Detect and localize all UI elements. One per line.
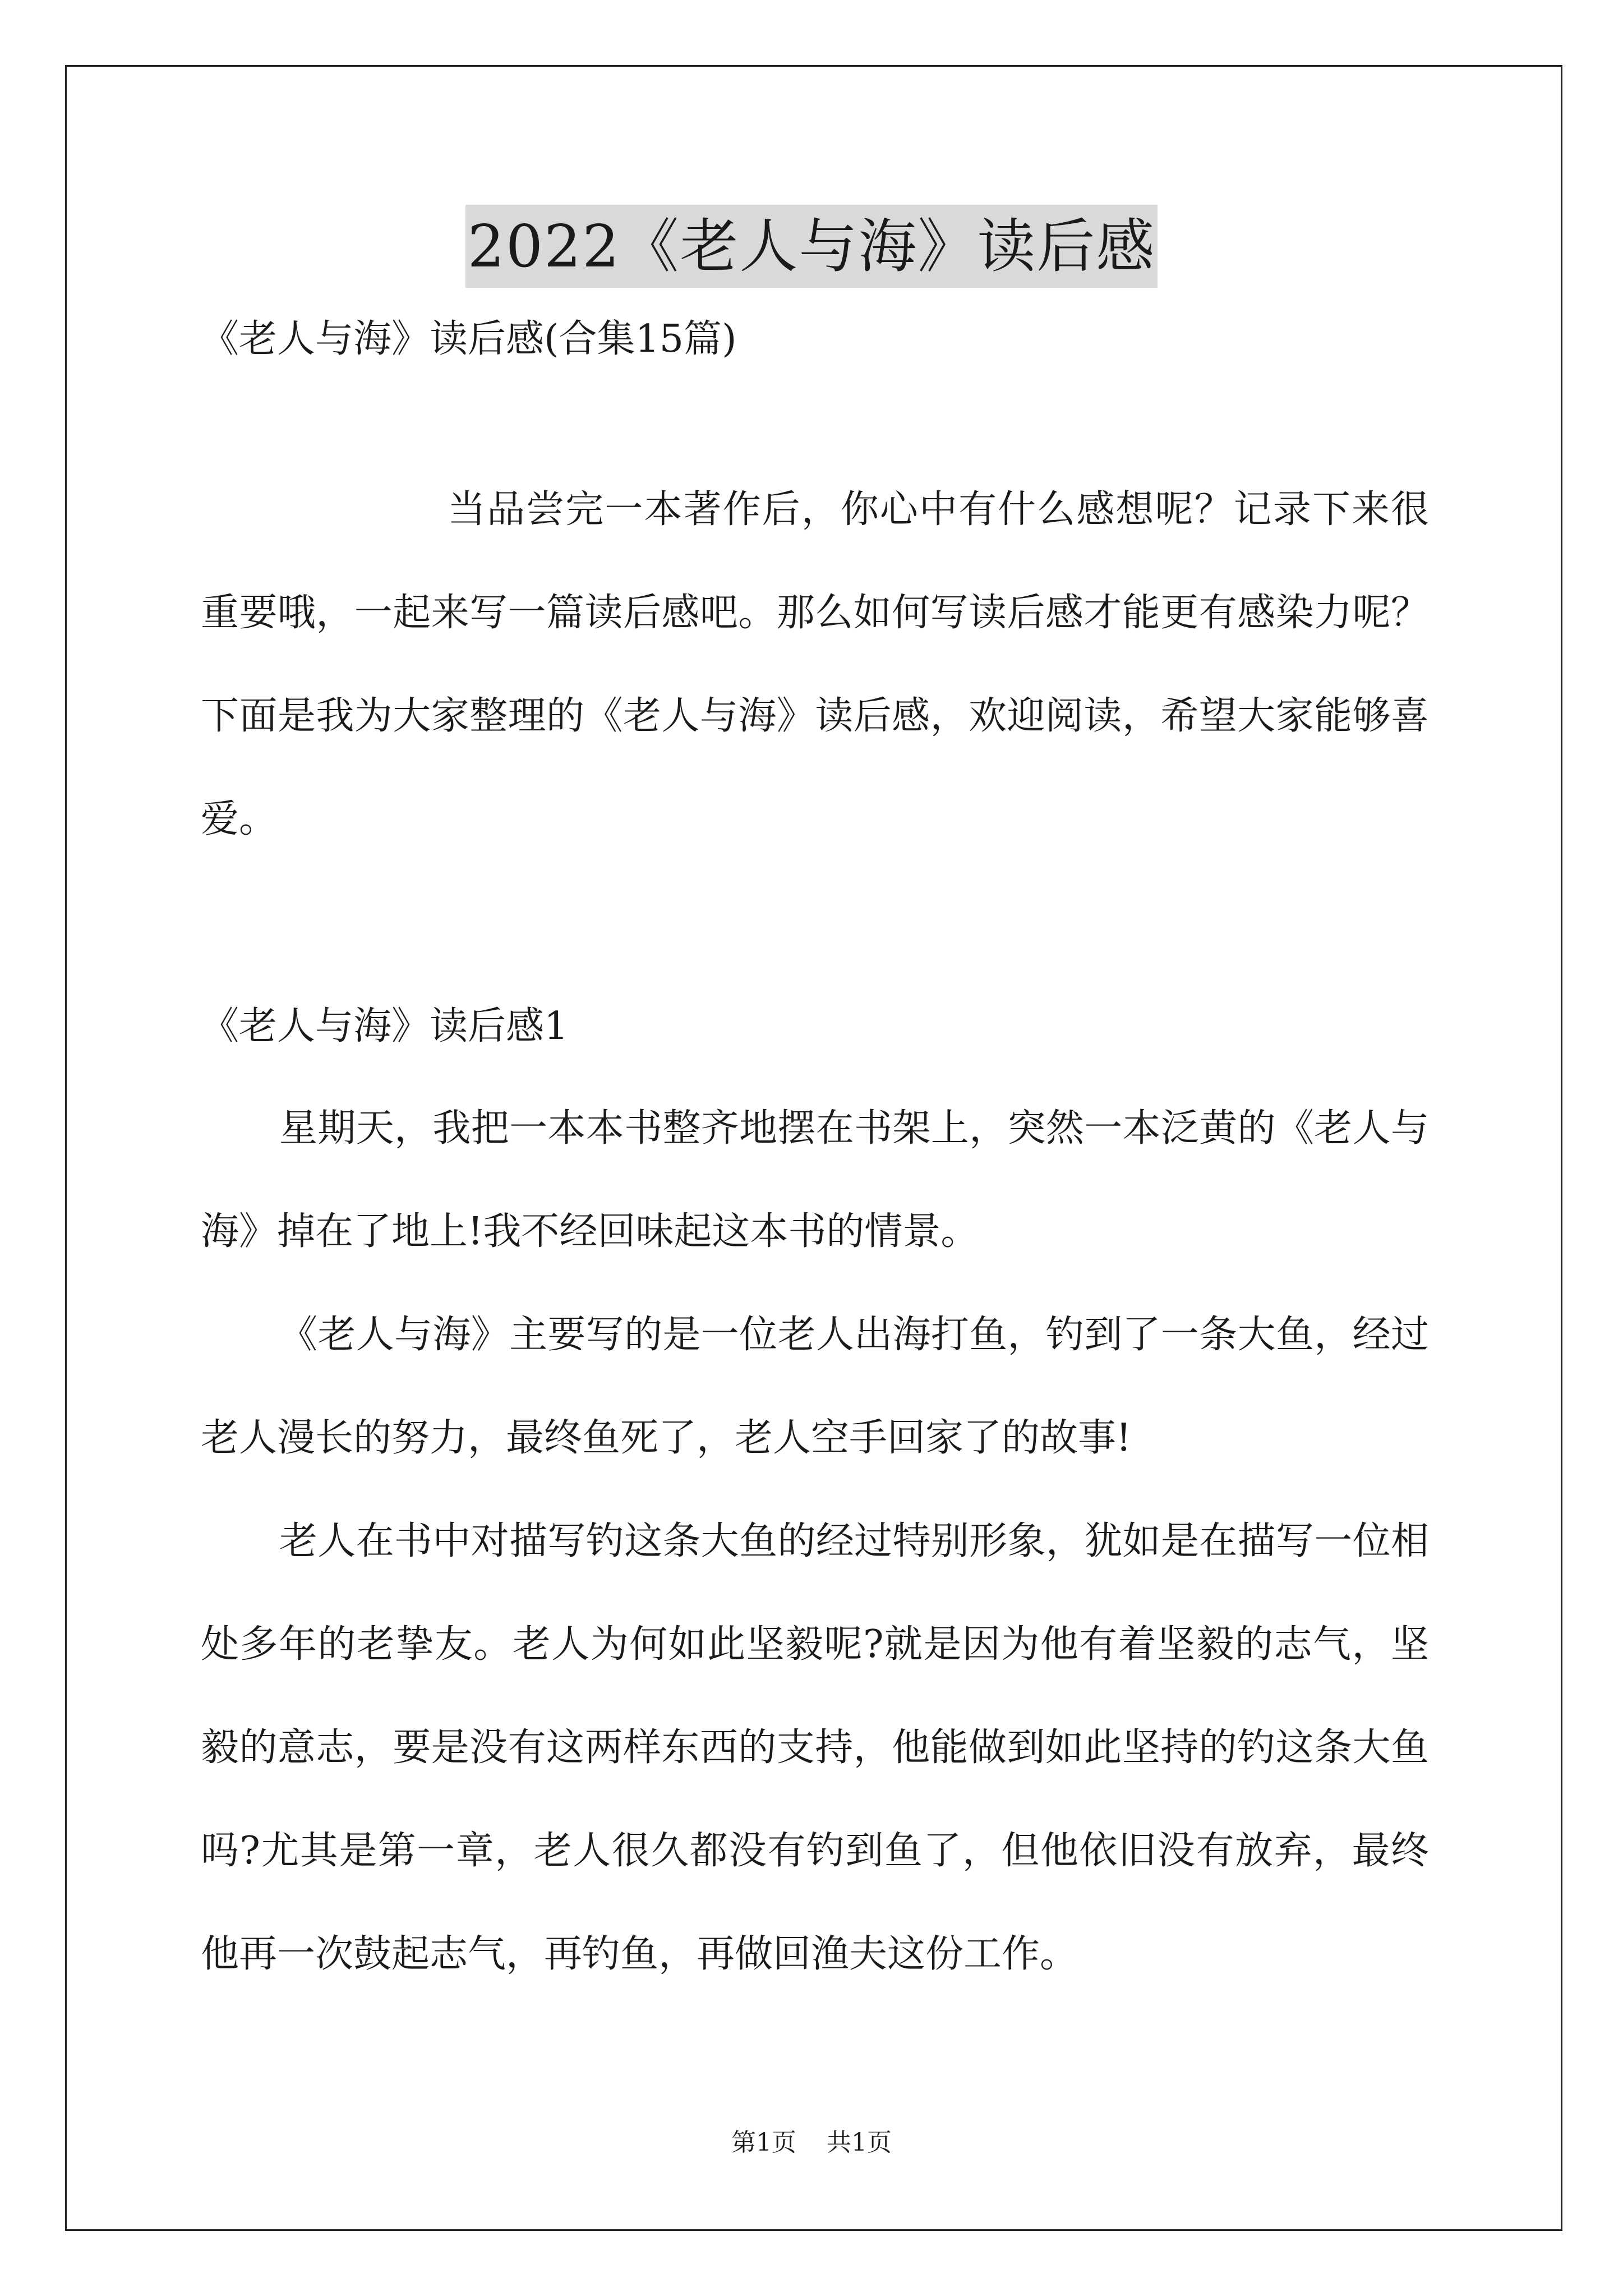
section-heading: 《老人与海》读后感1 xyxy=(201,1004,569,1048)
document-title: 2022《老人与海》读后感 xyxy=(465,205,1158,288)
document-subtitle: 《老人与海》读后感(合集15篇) xyxy=(201,317,737,361)
page-total: 共1页 xyxy=(827,2128,892,2157)
body-paragraph: 星期天，我把一本本书整齐地摆在书架上，突然一本泛黄的《老人与海》掉在了地上!我不经回味起这本书的情景。 xyxy=(201,1106,1429,1254)
body-text xyxy=(201,1077,1429,2006)
title-container xyxy=(0,205,1623,288)
page-footer xyxy=(0,2126,1623,2160)
page-number: 第1页 xyxy=(731,2128,796,2157)
body-paragraph: 老人在书中对描写钓这条大鱼的经过特别形象，犹如是在描写一位相处多年的老挚友。老人为何如此坚毅呢?就是因为他有着坚毅的志气，坚毅的意志，要是没有这两样东西的支持，他能做到如此坚持的钓这条大鱼吗?尤其是第一章，老人很久都没有钓到鱼了，但他依旧没有放弃，最终他再一次鼓起志气，再钓鱼，再做回渔夫这份工作。 xyxy=(201,1519,1429,1976)
body-paragraph: 《老人与海》主要写的是一位老人出海打鱼，钓到了一条大鱼，经过老人漫长的努力，最终鱼死了，老人空手回家了的故事! xyxy=(201,1313,1429,1460)
intro-paragraph: 当品尝完一本著作后，你心中有什么感想呢？记录下来很重要哦，一起来写一篇读后感吧。那么如何写读后感才能更有感染力呢？下面是我为大家整理的《老人与海》读后感，欢迎阅读，希望大家能够喜爱。 xyxy=(201,487,1429,841)
